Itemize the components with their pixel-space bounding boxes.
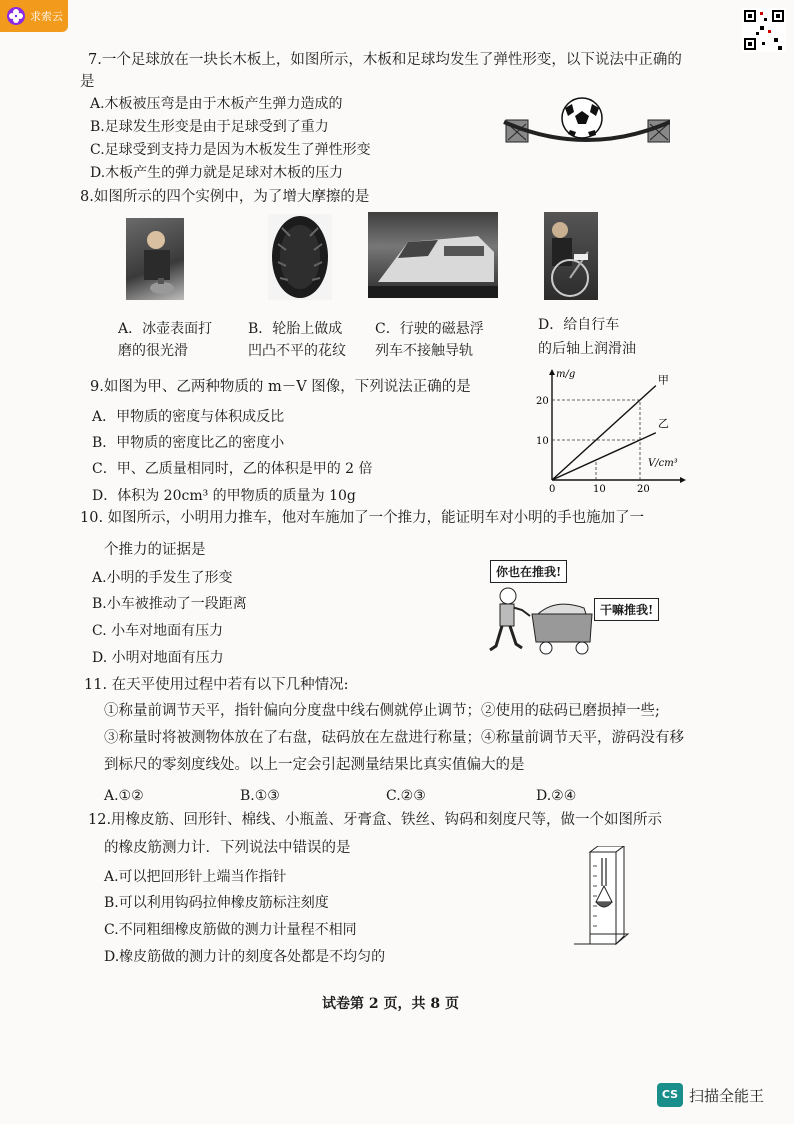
q9-option-b: B．甲物质的密度比乙的密度小 <box>92 435 285 451</box>
bicycle-oiling-photo <box>544 212 598 300</box>
watermark-text: 扫描全能王 <box>689 1087 765 1105</box>
q8-caption-d-line2: 的后轴上润滑油 <box>538 341 636 357</box>
rubber-band-meter-figure <box>572 846 638 950</box>
series-label: 甲 <box>657 373 669 387</box>
boy-pushing-cart-figure <box>486 580 616 660</box>
badge-label: 求索云 <box>30 10 63 23</box>
q7-option-a: A.木板被压弯是由于木板产生弹力造成的 <box>90 96 343 112</box>
scanner-watermark <box>657 1080 787 1110</box>
q8-caption-b-line1: B．轮胎上做成 <box>248 321 343 337</box>
q10-option-a: A.小明的手发生了形变 <box>92 570 233 586</box>
flower-icon <box>6 6 26 26</box>
q7-option-c: C.足球受到支持力是因为木板发生了弹性形变 <box>90 142 371 158</box>
q7-option-d: D.木板产生的弹力就是足球对木板的压力 <box>90 165 344 181</box>
q11-option-c: C.②③ <box>386 788 426 804</box>
series-label: 乙 <box>657 416 669 430</box>
cs-logo-text: CS <box>661 1088 679 1101</box>
q8-caption-c-line1: C．行驶的磁悬浮 <box>375 321 484 337</box>
page-footer: 试卷第 2 页，共 8 页 <box>322 996 459 1012</box>
q7-option-b: B.足球发生形变是由于足球受到了重力 <box>90 119 329 135</box>
q11-line1: ①称量前调节天平，指针偏向分度盘中线右侧就停止调节；②使用的砝码已磨损掉一些; <box>104 703 660 719</box>
q8-caption-c-line2: 列车不接触导轨 <box>375 343 473 359</box>
q10-stem-line2: 个推力的证据是 <box>104 542 206 558</box>
qr-code <box>742 8 786 52</box>
q9-stem: 9.如图为甲、乙两种物质的 m－V 图像，下列说法正确的是 <box>90 379 471 395</box>
x-tick-label: 10 <box>593 484 606 495</box>
q11-line2: ③称量时将被测物体放在了右盘，砝码放在左盘进行称量；④称量前调节天平，游码没有移 <box>104 730 684 746</box>
q8-stem: 8.如图所示的四个实例中，为了增大摩擦的是 <box>80 189 370 205</box>
x-tick-label: 0 <box>549 484 556 495</box>
q8-caption-a-line2: 磨的很光滑 <box>118 343 188 359</box>
curling-photo <box>126 218 184 300</box>
q10-stem-line1: 10. 如图所示，小明用力推车，他对车施加了一个推力，能证明车对小明的手也施加了一 <box>80 510 645 526</box>
q10-option-d: D. 小明对地面有压力 <box>92 650 224 666</box>
cs-logo-icon <box>657 1083 683 1107</box>
speech-bubble-cart: 你也在推我! <box>490 560 567 583</box>
q8-caption-a-line1: A．冰壶表面打 <box>118 321 213 337</box>
q11-option-b: B.①③ <box>240 788 280 804</box>
q12-option-d: D.橡皮筋做的测力计的刻度各处都是不均匀的 <box>104 949 386 965</box>
q10-option-b: B.小车被推动了一段距离 <box>92 596 247 612</box>
x-axis-label: V/cm³ <box>648 458 678 469</box>
football-board-figure <box>500 92 670 152</box>
q11-option-a: A.①② <box>104 788 144 804</box>
q9-option-c: C．甲、乙质量相同时，乙的体积是甲的 2 倍 <box>92 461 373 477</box>
q8-caption-b-line2: 凹凸不平的花纹 <box>248 343 346 359</box>
q7-stem-line2: 是 <box>80 74 95 90</box>
q8-caption-d-line1: D．给自行车 <box>538 317 620 333</box>
q11-stem: 11. 在天平使用过程中若有以下几种情况: <box>84 677 349 693</box>
q12-stem-line1: 12.用橡皮筋、回形针、棉线、小瓶盖、牙膏盒、铁丝、钩码和刻度尺等，做一个如图所示 <box>88 812 663 828</box>
q12-option-a: A.可以把回形针上端当作指针 <box>104 869 287 885</box>
y-axis-arrow <box>549 369 555 375</box>
y-axis-label: m/g <box>556 369 576 380</box>
q9-option-a: A．甲物质的密度与体积成反比 <box>92 409 285 425</box>
q12-option-c: C.不同粗细橡皮筋做的测力计量程不相同 <box>104 922 357 938</box>
x-axis-arrow <box>680 477 686 483</box>
y-tick-label: 20 <box>536 396 549 407</box>
q11-line3: 到标尺的零刻度线处。以上一定会引起测量结果比真实值偏大的是 <box>104 757 525 773</box>
x-tick-label: 20 <box>637 484 650 495</box>
brand-badge <box>0 0 68 32</box>
tire-photo <box>268 214 332 300</box>
q7-stem-line1: 7.一个足球放在一块长木板上，如图所示，木板和足球均发生了弹性形变，以下说法中正确的 <box>88 52 682 68</box>
q11-option-d: D.②④ <box>536 788 577 804</box>
q9-option-d: D．体积为 20cm³ 的甲物质的质量为 10g <box>92 488 356 504</box>
q10-option-c: C. 小车对地面有压力 <box>92 623 224 639</box>
y-tick-label: 10 <box>536 436 549 447</box>
q12-option-b: B.可以利用钩码拉伸橡皮筋标注刻度 <box>104 895 329 911</box>
mv-chart <box>530 365 690 495</box>
speech-bubble-boy: 干嘛推我! <box>594 598 659 621</box>
q12-stem-line2: 的橡皮筋测力计．下列说法中错误的是 <box>104 840 351 856</box>
maglev-train-photo <box>368 212 498 298</box>
